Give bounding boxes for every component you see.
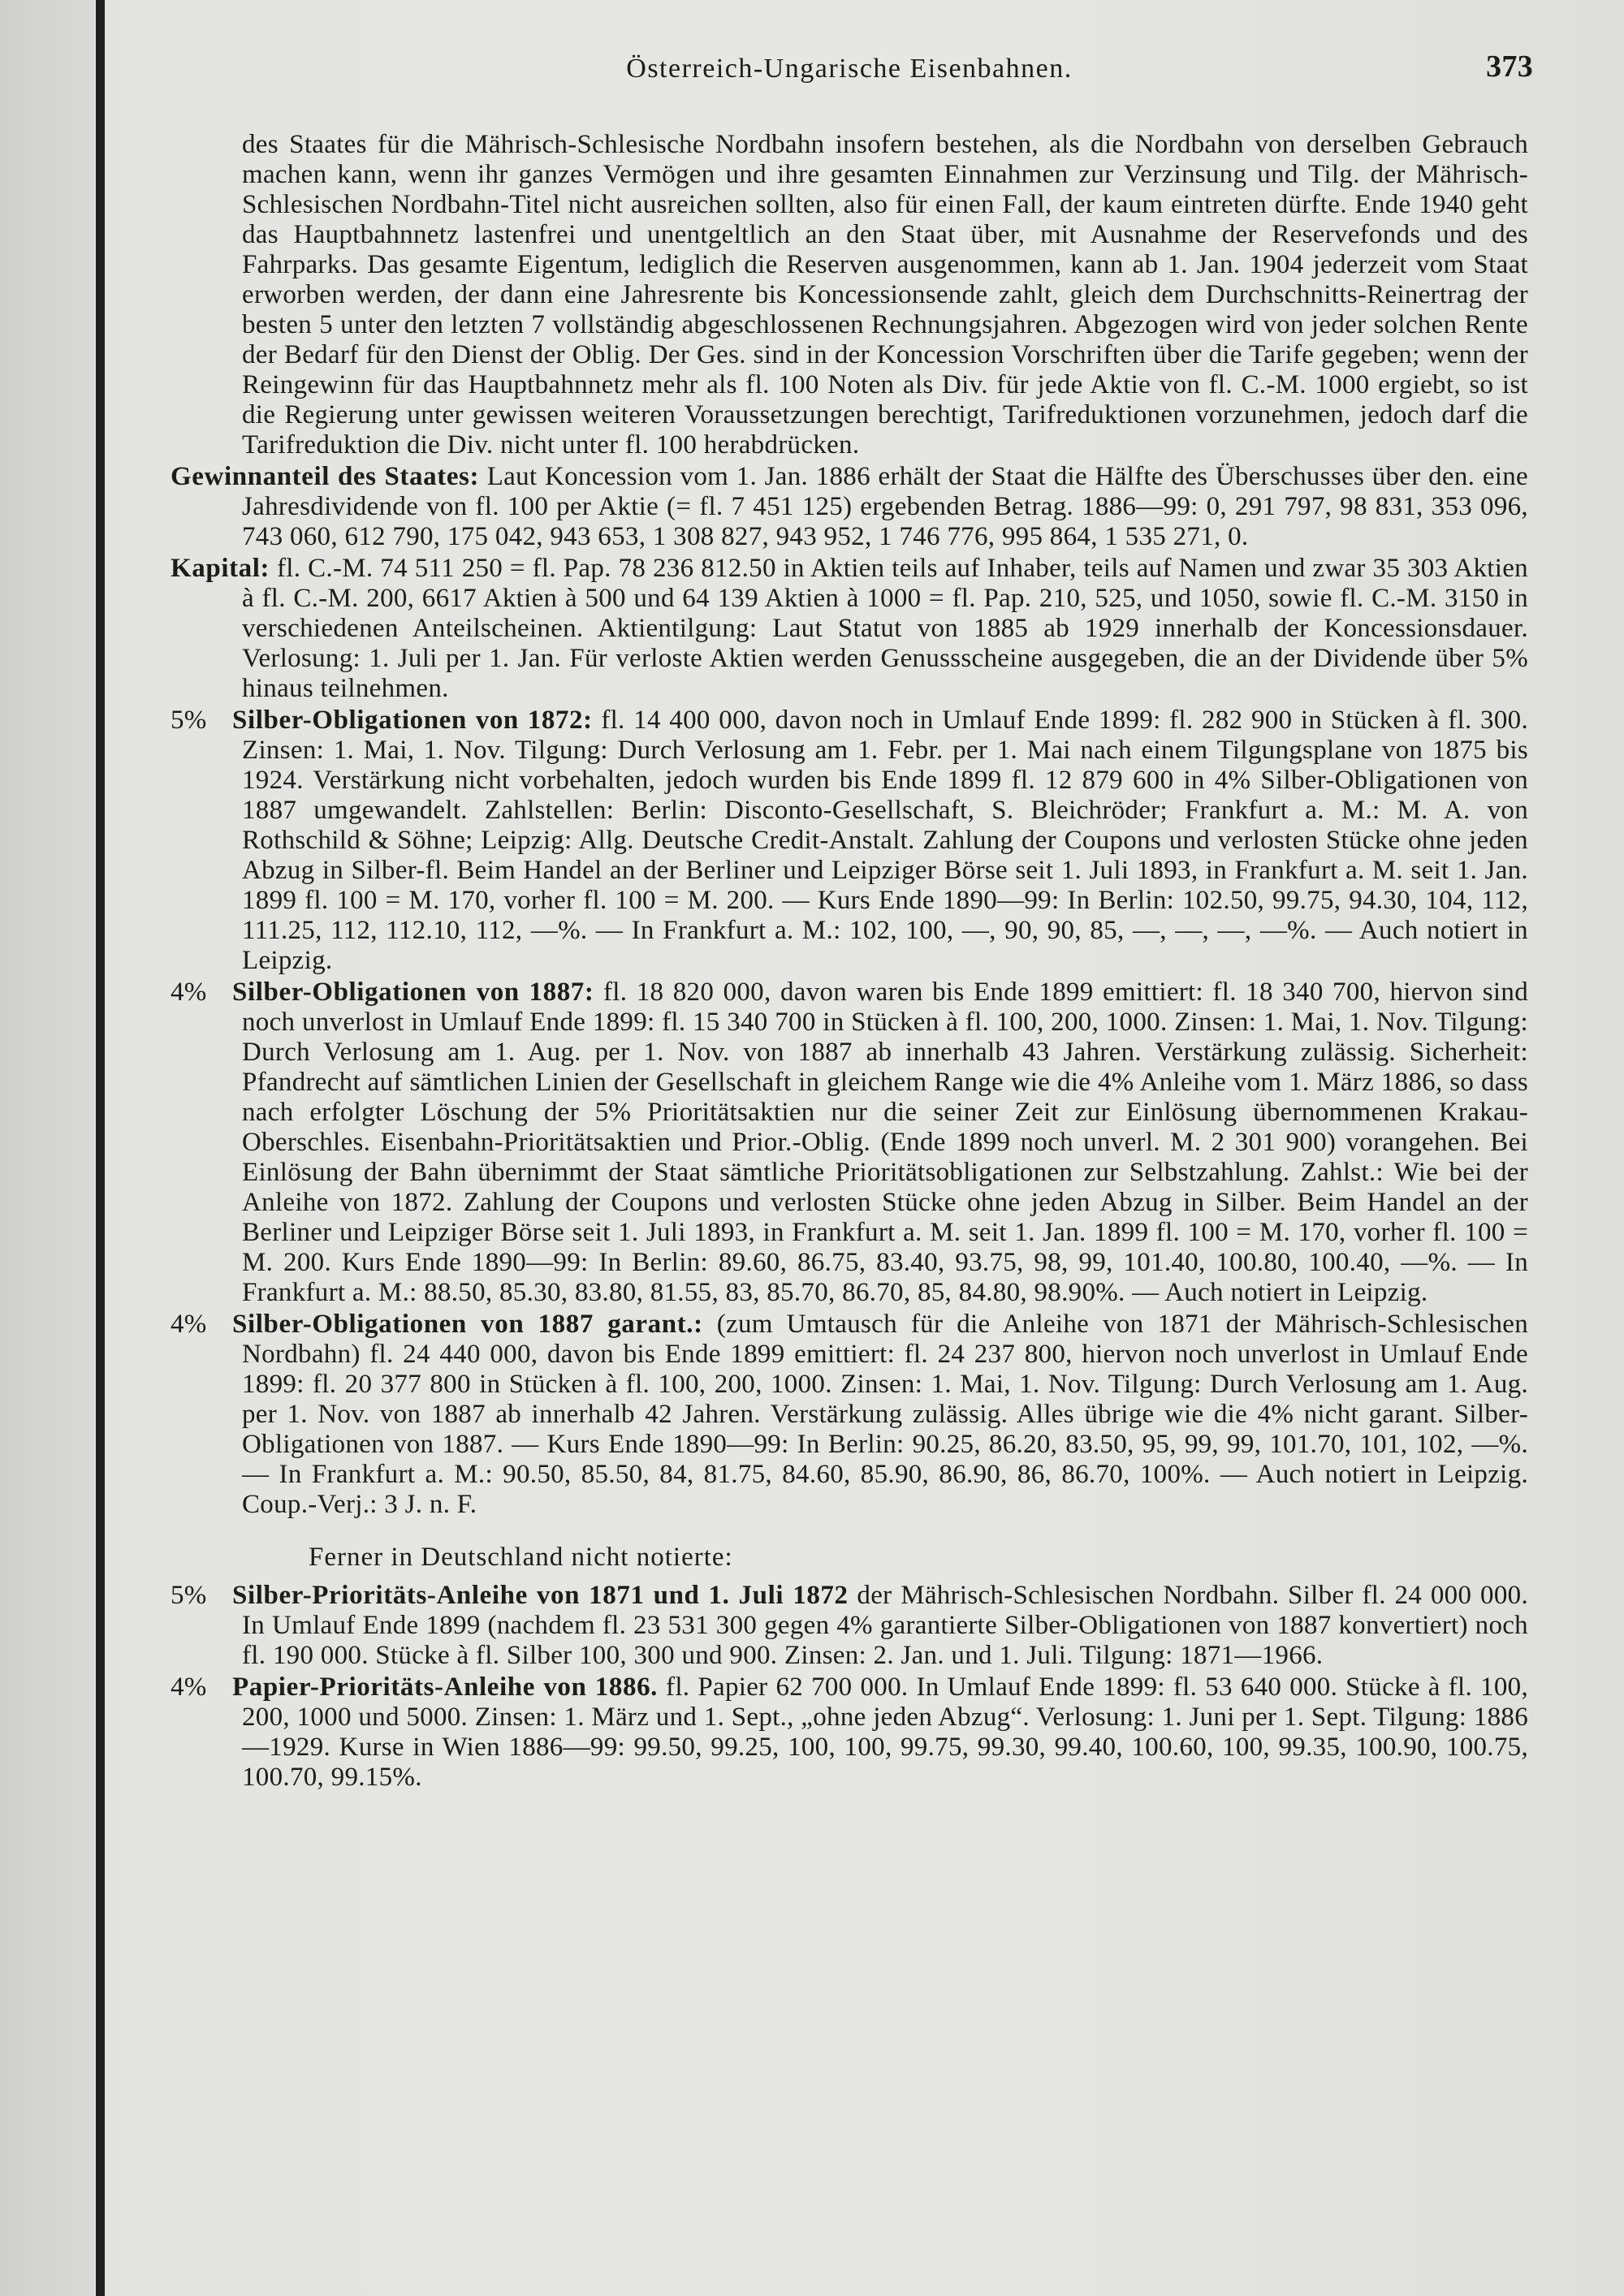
entry-silber-prioritaets-anleihe [171, 1581, 1528, 1671]
entry-heading: Gewinnanteil des Staates: [171, 462, 480, 491]
entry-heading: Silber-Prioritäts-Anleihe von 1871 und 1. Juli 1872 [232, 1581, 849, 1610]
entry-heading: Silber-Obligationen von 1887: [232, 978, 594, 1007]
entry-body: Laut Koncession vom 1. Jan. 1886 erhält der Staat die Hälfte des Überschusses über den. eine Jahresdividende von fl. 100 per Aktie (= fl. 7 451 125) ergebenden Betrag. 1886—99: 0, 291 797, 98 831, 353 096, 743 060, 612 790, 175 042, 943 653, 1 308 827, 943 952, 1 746 776, 995 864, 1 535 271, 0. [242, 462, 1528, 551]
interest-rate: 5% [171, 706, 207, 735]
entry-gewinnanteil [171, 462, 1528, 552]
interest-rate: 4% [171, 1310, 207, 1339]
entry-silber-oblig-1872 [171, 706, 1528, 976]
entry-body: fl. C.-M. 74 511 250 = fl. Pap. 78 236 812.50 in Aktien teils auf Inhaber, teils auf Namen und zwar 35 303 Aktien à fl. C.-M. 200, 6617 Aktien à 500 und 64 139 Aktien à 1000 = fl. Pap. 210, 525, und 1050, sowie fl. C.-M. 3150 in verschiedenen Anteilscheinen. Aktientilgung: Laut Statut von 1885 ab 1929 innerhalb der Koncessionsdauer. Verlosung: 1. Juli per 1. Jan. Für verloste Aktien werden Genussscheine ausgegeben, die an der Dividende über 5% hinaus teilnehmen. [242, 554, 1528, 703]
entry-kapital [171, 554, 1528, 704]
entry-body: (zum Umtausch für die Anleihe von 1871 der Mährisch-Schlesischen Nordbahn) fl. 24 440 000, davon bis Ende 1899 emittiert: fl. 24 237 800, hiervon noch unverlost in Umlauf Ende 1899: fl. 20 377 800 in Stücken à fl. 100, 200, 1000. Zinsen: 1. Mai, 1. Nov. Tilgung: Durch Verlosung am 1. Aug. per 1. Nov. von 1887 ab innerhalb 42 Jahren. Verstärkung zulässig. Alles übrige wie die 4% nicht garant. Silber-Obligationen von 1887. — Kurs Ende 1890—99: In Berlin: 90.25, 86.20, 83.50, 95, 99, 99, 101.70, 101, 102, —%. — In Frankfurt a. M.: 90.50, 85.50, 84, 81.75, 84.60, 85.90, 86.90, 86, 86.70, 100%. — Auch notiert in Leipzig. Coup.-Verj.: 3 J. n. F. [242, 1310, 1528, 1519]
interest-rate: 5% [171, 1581, 207, 1610]
entry-body: fl. 14 400 000, davon noch in Umlauf Ende 1899: fl. 282 900 in Stücken à fl. 300. Zinsen: 1. Mai, 1. Nov. Tilgung: Durch Verlosung am 1. Febr. per 1. Mai nach einem Tilgungsplane von 1875 bis 1924. Verstärkung nicht vorbehalten, jedoch wurden bis Ende 1899 fl. 12 879 600 in 4% Silber-Obligationen von 1887 umgewandelt. Zahlstellen: Berlin: Disconto-Gesellschaft, S. Bleichröder; Frankfurt a. M.: M. A. von Rothschild & Söhne; Leipzig: Allg. Deutsche Credit-Anstalt. Zahlung der Coupons und verlosten Stücke ohne jeden Abzug in Silber-fl. Beim Handel an der Berliner und Leipziger Börse seit 1. Juli 1893, in Frankfurt a. M. seit 1. Jan. 1899 fl. 100 = M. 170, vorher fl. 100 = M. 200. — Kurs Ende 1890—99: In Berlin: 102.50, 99.75, 94.30, 104, 112, 111.25, 112, 112.10, 112, —%. — In Frankfurt a. M.: 102, 100, —, 90, 90, 85, —, —, —, —%. — Auch notiert in Leipzig. [242, 706, 1528, 975]
entry-body: fl. 18 820 000, davon waren bis Ende 1899 emittiert: fl. 18 340 700, hiervon sind noch unverlost in Umlauf Ende 1899: fl. 15 340 700 in Stücken à fl. 100, 200, 1000. Zinsen: 1. Mai, 1. Nov. Tilgung: Durch Verlosung am 1. Aug. per 1. Nov. von 1887 ab innerhalb 43 Jahren. Verstärkung zulässig. Sicherheit: Pfandrecht auf sämtlichen Linien der Gesellschaft in gleichem Range wie die 4% Anleihe vom 1. März 1886, so dass nach erfolgter Löschung der 5% Prioritätsaktien nur die seiner Zeit zur Einlösung übernommenen Krakau-Oberschles. Eisenbahn-Prioritätsaktien und Prior.-Oblig. (Ende 1899 noch unverl. M. 2 301 900) vorangehen. Bei Einlösung der Bahn übernimmt der Staat sämtliche Prioritätsobligationen zur Selbstzahlung. Zahlst.: Wie bei der Anleihe von 1872. Zahlung der Coupons und verlosten Stücke ohne jeden Abzug in Silber. Beim Handel an der Berliner und Leipziger Börse seit 1. Juli 1893, in Frankfurt a. M. seit 1. Jan. 1899 fl. 100 = M. 170, vorher fl. 100 = M. 200. Kurs Ende 1890—99: In Berlin: 89.60, 86.75, 83.40, 93.75, 98, 99, 101.40, 100.80, 100.40, —%. — In Frankfurt a. M.: 88.50, 85.30, 83.80, 81.55, 83, 85.70, 86.70, 85, 84.80, 98.90%. — Auch notiert in Leipzig. [242, 978, 1528, 1307]
entry-heading: Papier-Prioritäts-Anleihe von 1886. [232, 1672, 659, 1702]
previous-page-edge [0, 0, 93, 2296]
section-subheading: Ferner in Deutschland nicht notierte: [309, 1543, 733, 1572]
running-head-title: Österreich-Ungarische Eisenbahnen. [626, 54, 1073, 84]
entry-heading: Silber-Obligationen von 1872: [232, 706, 593, 735]
binding-gutter-line [96, 0, 105, 2296]
interest-rate: 4% [171, 1672, 207, 1702]
entry-silber-oblig-1887 [171, 978, 1528, 1308]
entry-body: der Mährisch-Schlesischen Nordbahn. Silber fl. 24 000 000. In Umlauf Ende 1899 (nachdem fl. 23 531 300 gegen 4% garantierte Silber-Obligationen von 1887 konvertiert) noch fl. 190 000. Stücke à fl. Silber 100, 300 und 900. Zinsen: 2. Jan. und 1. Juli. Tilgung: 1871—1966. [242, 1581, 1528, 1670]
entry-body: fl. Papier 62 700 000. In Umlauf Ende 1899: fl. 53 640 000. Stücke à fl. 100, 200, 1000 und 5000. Zinsen: 1. März und 1. Sept., „ohne jeden Abzug“. Verlosung: 1. Juni per 1. Sept. Tilgung: 1886—1929. Kurse in Wien 1886—99: 99.50, 99.25, 100, 100, 99.75, 99.30, 99.40, 100.60, 100, 99.35, 100.90, 100.75, 100.70, 99.15%. [242, 1672, 1528, 1792]
entry-heading: Kapital: [171, 554, 270, 583]
running-head [171, 41, 1533, 89]
intro-paragraph: des Staates für die Mährisch-Schlesische Nordbahn insofern bestehen, als die Nordbahn von derselben Gebrauch machen kann, wenn ihr ganzes Vermögen und ihre gesamten Einnahmen zur Verzinsung und Tilg. der Mährisch-Schlesischen Nordbahn-Titel nicht ausreichen sollten, also für einen Fall, der kaum eintreten dürfte. Ende 1940 geht das Hauptbahnnetz lastenfrei und unentgeltlich an den Staat über, mit Ausnahme der Reservefonds und des Fahrparks. Das gesamte Eigentum, lediglich die Reserven ausgenommen, kann ab 1. Jan. 1904 jederzeit vom Staat erworben werden, der dann eine Jahresrente bis Koncessionsende zahlt, gleich dem Durchschnitts-Reinertrag der besten 5 unter den letzten 7 vollständig abgeschlossenen Rechnungsjahren. Abgezogen wird von jeder solchen Rente der Bedarf für den Dienst der Oblig. Der Ges. sind in der Koncession Vorschriften über die Tarife gegeben; wenn der Reingewinn für das Hauptbahnnetz mehr als fl. 100 Noten als Div. für jede Aktie von fl. C.-M. 1000 ergiebt, so ist die Regierung unter gewissen weiteren Voraussetzungen berechtigt, Tarifreduktionen vorzunehmen, jedoch darf die Tarifreduktion die Div. nicht unter fl. 100 herabdrücken. [242, 130, 1528, 460]
page-content [171, 41, 1533, 1794]
entry-papier-prioritaets-anleihe [171, 1672, 1528, 1793]
interest-rate: 4% [171, 978, 207, 1007]
entry-heading: Silber-Obligationen von 1887 garant.: [232, 1310, 703, 1339]
page-number: 373 [1486, 50, 1533, 84]
entry-silber-oblig-1887-garant [171, 1310, 1528, 1520]
